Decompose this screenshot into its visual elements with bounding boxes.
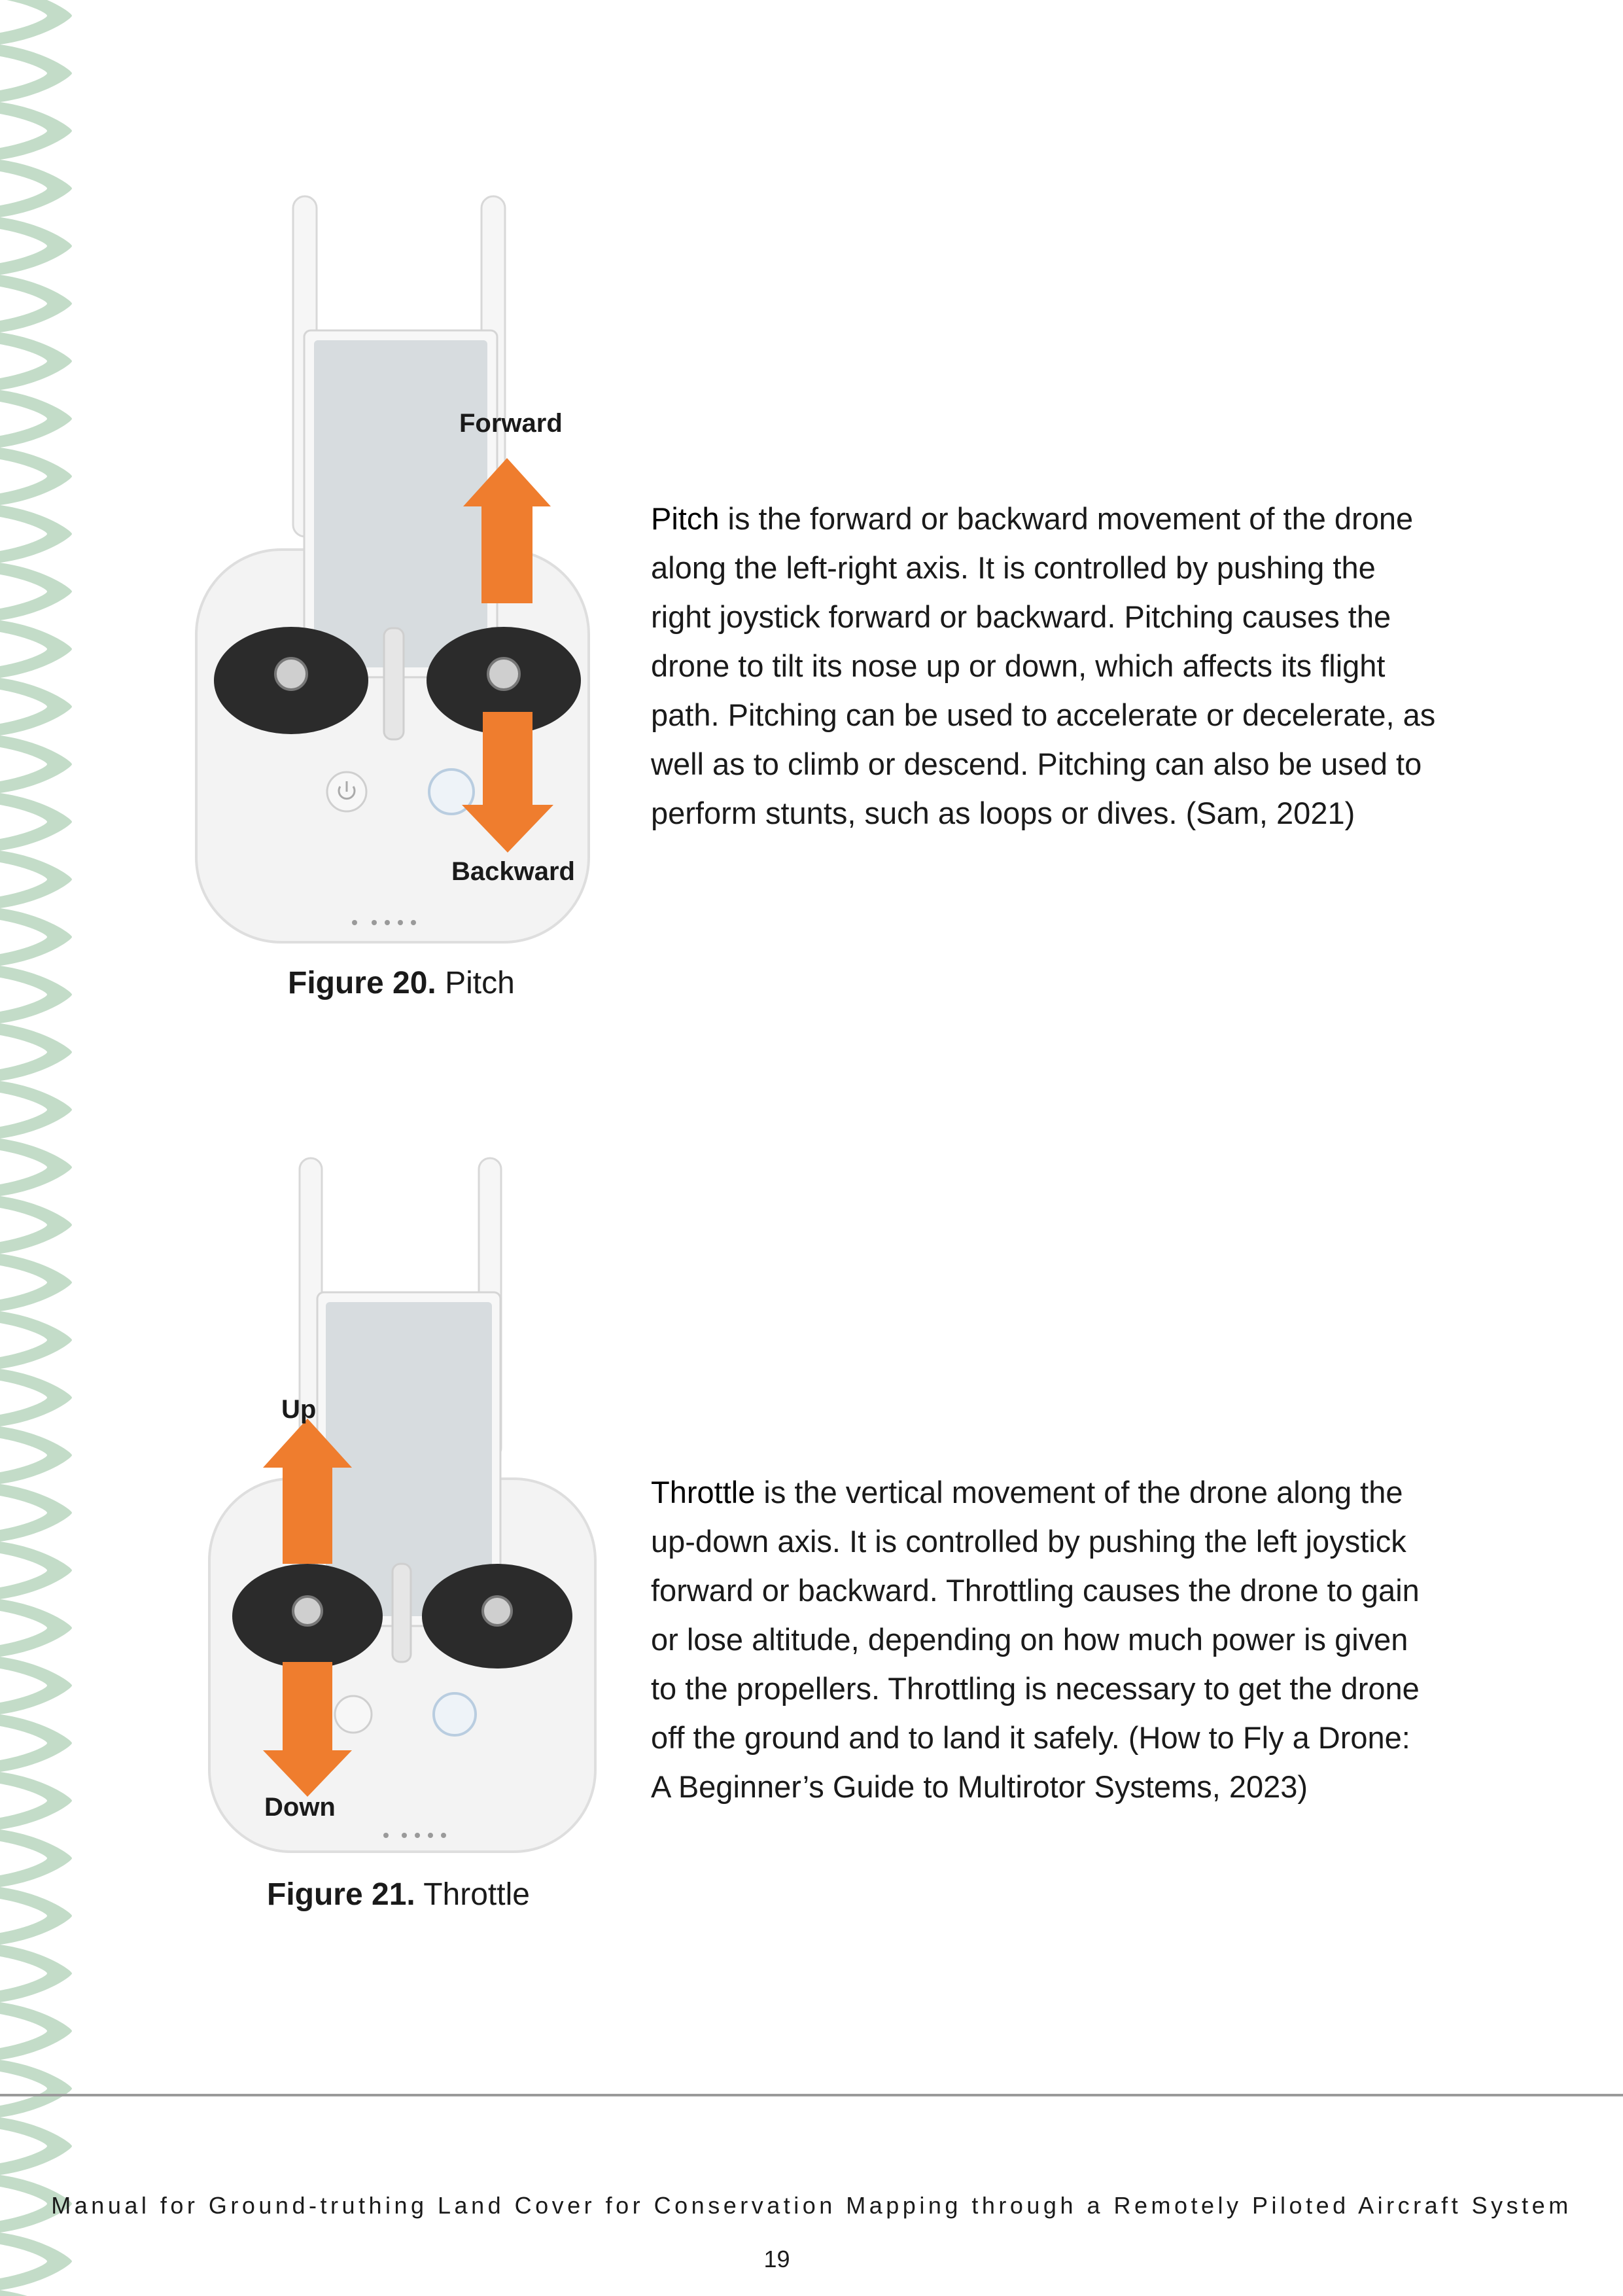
- figure-number: Figure 20.: [288, 966, 436, 1000]
- page-number: 19: [763, 2246, 790, 2272]
- throttle-term: Throttle: [651, 1475, 756, 1510]
- holder-clip: [393, 1564, 411, 1662]
- return-home-button-icon: [434, 1693, 476, 1735]
- device-screen: [314, 340, 487, 667]
- throttle-description: [651, 1468, 1436, 1811]
- pitch-term: Pitch: [651, 501, 720, 536]
- figure-pitch: [183, 183, 602, 949]
- up-label: Up: [281, 1395, 317, 1424]
- figure-throttle: [196, 1145, 615, 1865]
- border-leaf: [0, 2290, 72, 2296]
- backward-label: Backward: [451, 857, 575, 886]
- pitch-description: [651, 494, 1436, 838]
- remote-controller-image: [196, 1145, 615, 1865]
- figure-caption-text: Pitch: [445, 966, 515, 1000]
- left-joystick: [275, 658, 307, 690]
- down-label: Down: [264, 1793, 336, 1822]
- figure-21-caption: [267, 1877, 530, 1913]
- pitch-text: is the forward or backward movement of the drone along the left-right axis. It is controlled by pushing the right joystick forward or backward. Pitching causes the drone to tilt its nose up or down, which affects its flight path. Pitching can be used to accelerate or decelerate, as well as to climb or descend. Pitching can also be used to perform stunts, such as loops or dives. (Sam, 2021): [651, 501, 1436, 830]
- manual-title: Manual for Ground-truthing Land Cover for Conservation Mapping through a Remotely Piloted Aircraft System: [51, 2192, 1572, 2219]
- throttle-text: is the vertical movement of the drone along the up-down axis. It is controlled by pushing the left joystick forward or backward. Throttling causes the drone to gain or lose altitude, depending on how much power is given to the propellers. Throttling is necessary to get the drone off the ground and to land it safely. (How to Fly a Drone: A Beginner’s Guide to Multirotor Systems, 2023): [651, 1475, 1420, 1804]
- right-joystick: [488, 658, 519, 690]
- holder-clip: [384, 628, 404, 739]
- remote-controller-image: [183, 183, 602, 949]
- left-joystick: [293, 1597, 322, 1625]
- footer-divider: [0, 2094, 1623, 2096]
- forward-label: Forward: [459, 409, 563, 438]
- figure-20-caption: [288, 965, 515, 1001]
- figure-number: Figure 21.: [267, 1877, 415, 1912]
- decorative-border: [0, 0, 79, 2296]
- power-button-icon: [335, 1696, 372, 1733]
- figure-caption-text: Throttle: [423, 1877, 530, 1912]
- right-joystick: [483, 1597, 512, 1625]
